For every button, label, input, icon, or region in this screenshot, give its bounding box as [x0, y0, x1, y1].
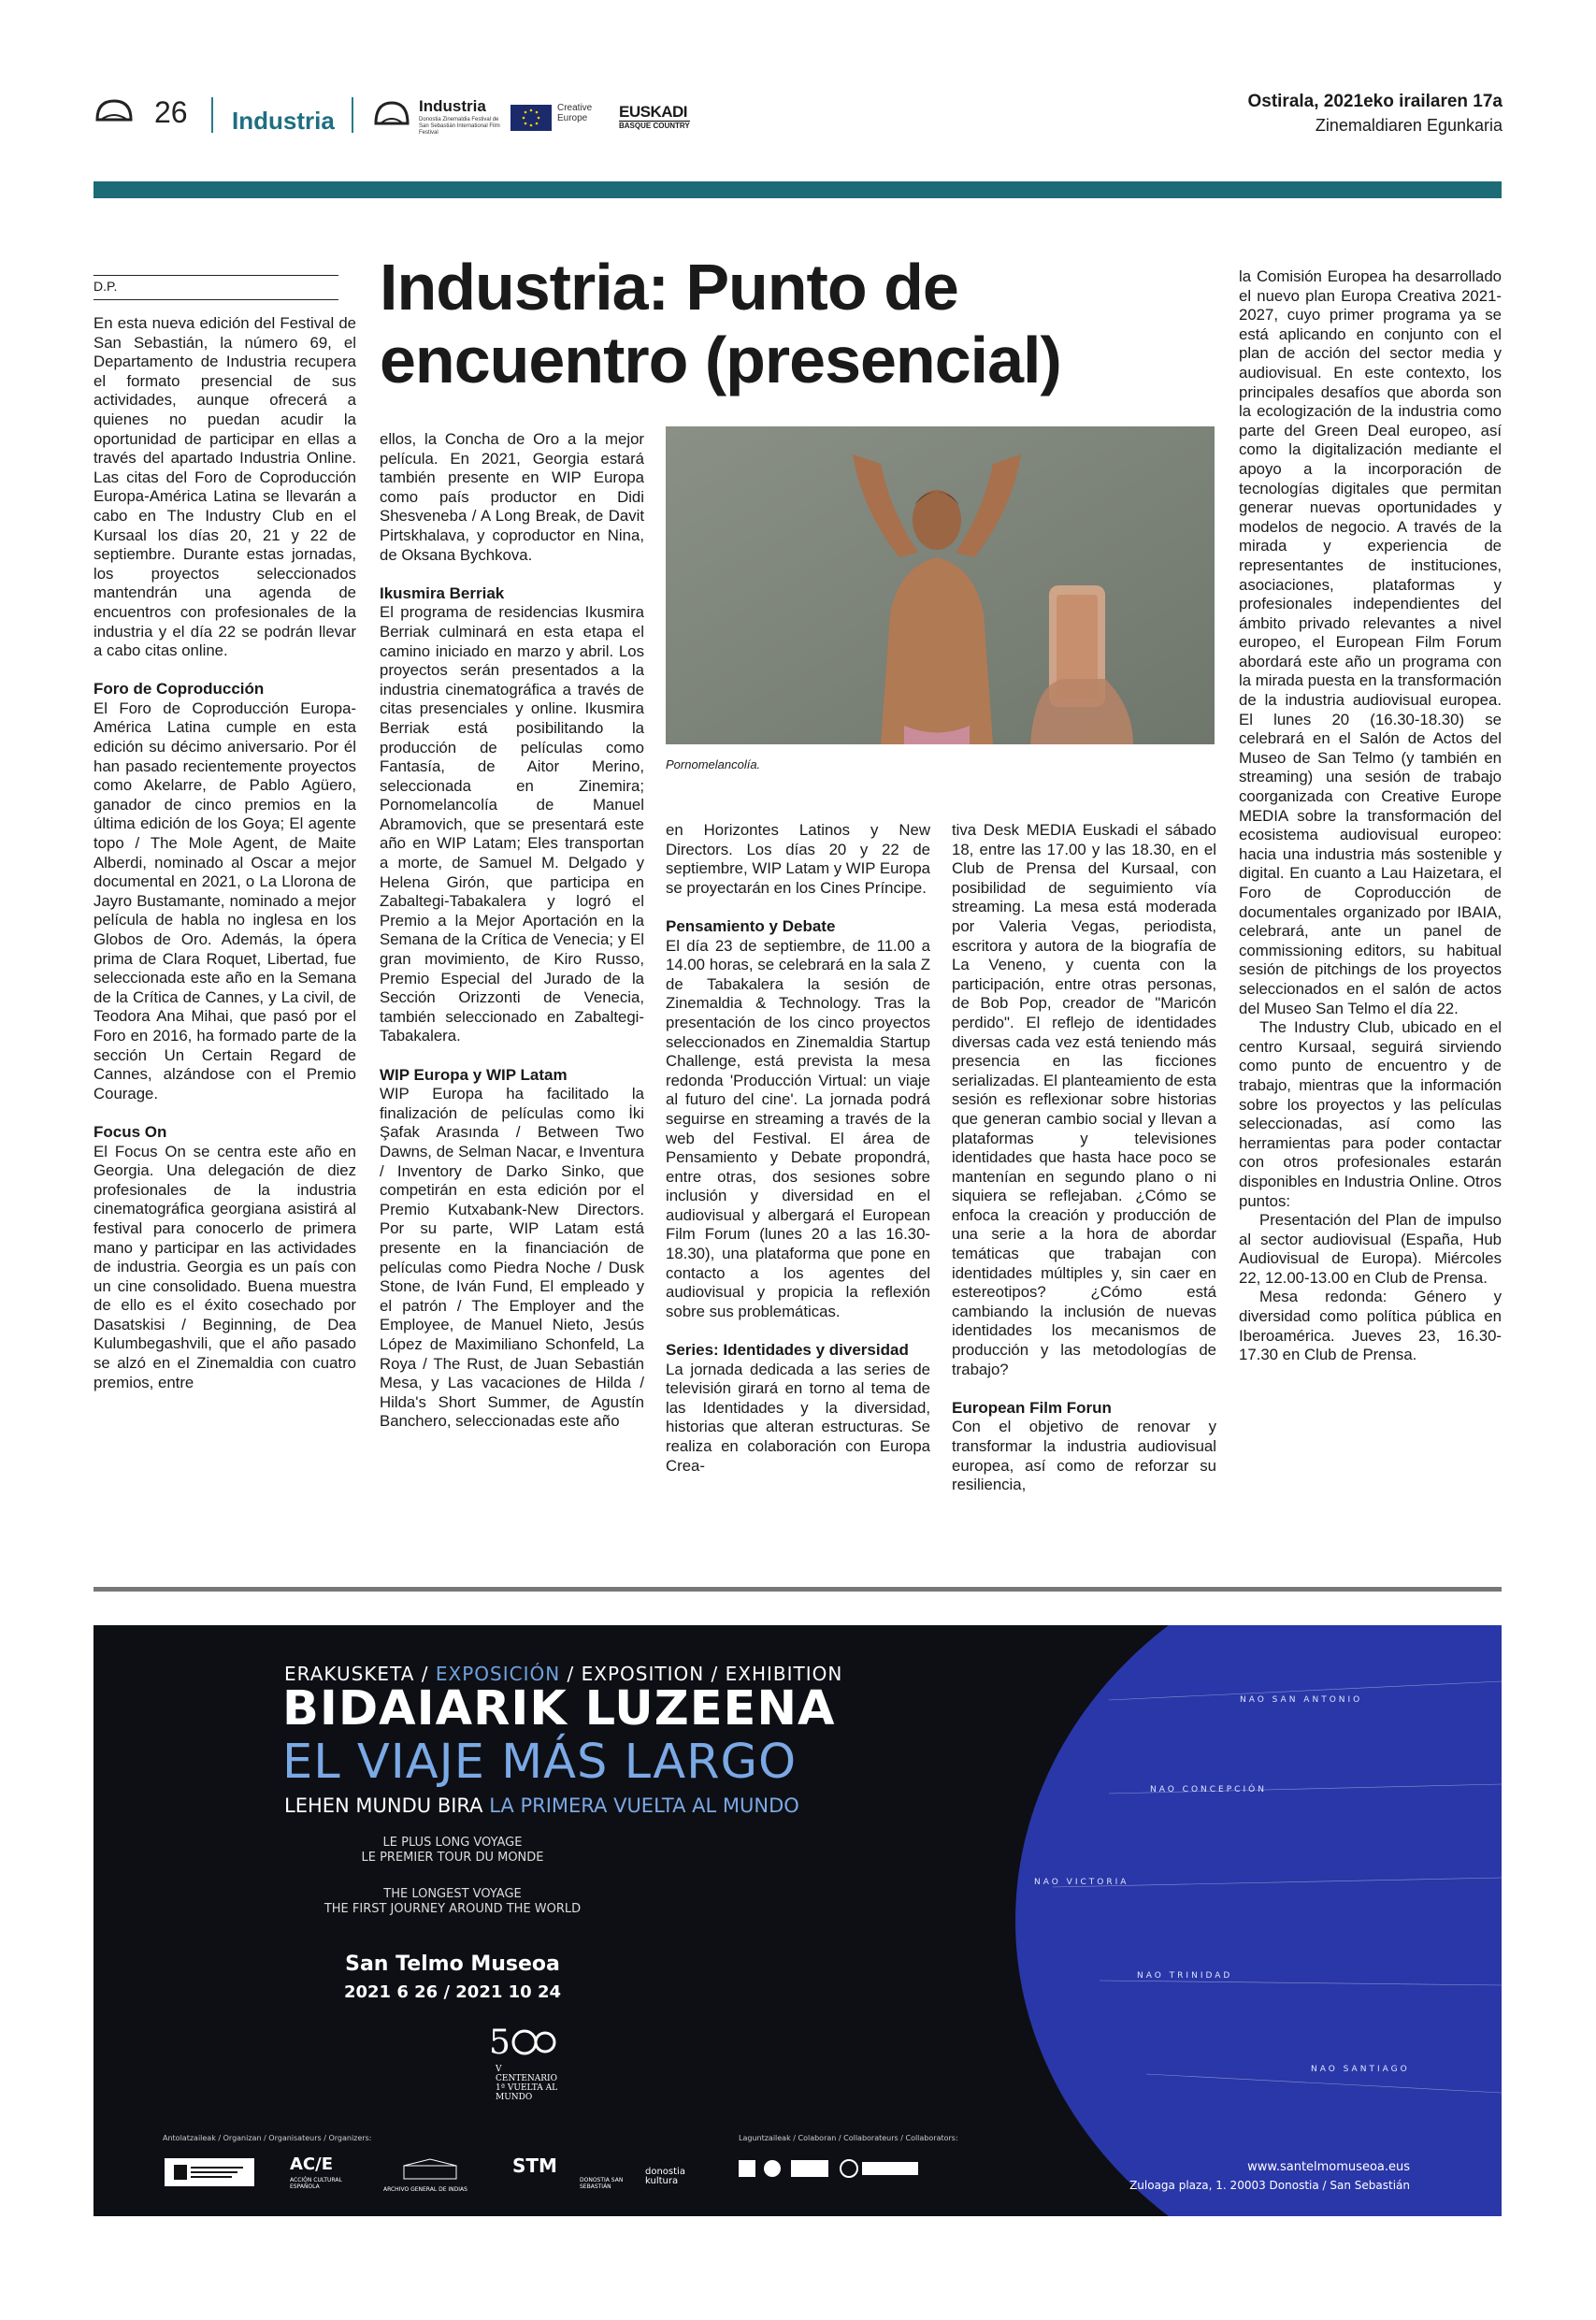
article-column-3 — [666, 821, 930, 1476]
v-centenario-logo-icon — [489, 2022, 556, 2059]
article-column-2 — [380, 430, 644, 1432]
eu-flag-icon — [510, 105, 552, 131]
paragraph: tiva Desk MEDIA Euskadi el sábado 18, entre las 17.00 y las 18.30, en el Club de Prensa del Kursaal, con posibilidad de seguimiento vía streaming. La mesa está moderada por Valeria Vegas, periodista, escritora y autora de la biografía de La Veneno, y cuenta con la participación, entre otras personas, de Bob Pop, creador de "Maricón perdido". El reflejo de identidades diversas cada vez está teniendo más presencia en las ficciones serializadas. El planteamiento de esta sesión es reflexionar sobre historias que generan cambio social y llevan a plataformas y televisiones identidades que hasta hace poco se mantenían en segundo plano o ni siquiera se reflejaban. ¿Cómo se enfoca la creación y producción de una serie a la hora de abordar temáticas que trabajan con identidades múltiples y, sin caer en estereotipos? ¿Cómo está cambiando la inclusión de nuevas identidades los mecanismos de producción y las metodologías de trabajo? — [952, 821, 1216, 1378]
collaborator-logos — [739, 2154, 963, 2183]
ad-line: LE PLUS LONG VOYAGE — [382, 1836, 523, 1850]
ad-subtitle — [284, 1794, 799, 1817]
headline: Industria: Punto de encuentro (presencial) — [380, 251, 1061, 396]
archivo-building-icon — [402, 2158, 458, 2181]
ad-line: THE LONGEST VOYAGE — [383, 1887, 522, 1901]
industria-logo-subtitle: Donostia Zinemaldia Festival de San Sebastián International Film Festival — [419, 117, 500, 136]
paragraph: El Focus On se centra este año en Georgia. Una delegación de diez profesionales de la industria cinematográfica georgiana asistirá al festival para conocerlo de primera mano y participar en las actividades de industria. Georgia es un país con un cine consolidado. Buena muestra de ello es el éxito cosechado por Dasatskisi / Beginning, de Dea Kulumbegashvili, que el año pasado se alzó en el Zinemaldia con cuatro premios, entre — [93, 1142, 356, 1391]
subheading: Pensamiento y Debate — [666, 916, 836, 935]
museum-address: Zuloaga plaza, 1. 20003 Donostia / San Sebastián — [1129, 2179, 1410, 2192]
ace-logo-subtitle: ACCIÓN CULTURAL ESPAÑOLA — [290, 2177, 342, 2190]
ace-logo: AC/E — [290, 2154, 334, 2174]
subheading: Series: Identidades y diversidad — [666, 1341, 909, 1360]
subheading: European Film Forun — [952, 1398, 1112, 1417]
photo-caption: Pornomelancolía. — [666, 757, 761, 771]
ad-subtitle-es: LA PRIMERA VUELTA AL MUNDO — [489, 1794, 799, 1817]
ad-category-others: / EXPOSITION / EXHIBITION — [567, 1663, 843, 1685]
ad-dates: 2021 6 26 / 2021 10 24 — [343, 1982, 562, 2002]
paragraph: Con el objetivo de renovar y transformar la industria audiovisual europea, así como de reforzar su resiliencia, — [952, 1418, 1216, 1494]
credit-rule — [93, 275, 338, 276]
paragraph: la Comisión Europea ha desarrollado el nuevo plan Europa Creativa 2021-2027, cuyo primer programa ya se está aplicando en conjunto con el plan de acción del sector media y audiovisual. En este contexto, los principales desafíos que aborda son la ecologización de la industria como parte del Green Deal europeo, así como la digitalización mediante el apoyo a la incorporación de tecnologías digitales que permitan generar nuevas oportunidades y modelos de negocio. A través de la mirada y experiencia de representantes de instituciones, asociaciones, plataformas y profesionales independientes del ámbito privado relevantes a nivel europeo, el European Film Forum abordará este año un programa con la mirada puesta en la transformación de la industria audiovisual europea. El lunes 20 (16.30-18.30) se celebrará en el Salón de Actos del Museo de San Telmo (y también en streaming) una sesión de trabajo coorganizada con Creative Europe MEDIA sobre la transformación del ecosistema audiovisual europeo: hacia una industria más sostenible y digital. En cuanto a Lau Haizetara, el Foro de Coproducción de documentales organizado por IBAIA, celebrará, ante un panel de commissioning editors, su habitual sesión de pitchings de los proyectos seleccionados en el salón de actos del Museo San Telmo el día 22. — [1239, 267, 1502, 1017]
issue-date: Ostirala, 2021eko irailaren 17a — [1247, 92, 1503, 111]
nao-label: NAO VICTORIA — [1034, 1878, 1129, 1887]
euskadi-logo: EUSKADI — [619, 103, 688, 121]
paragraph: La jornada dedicada a las series de televisión girará en torno al tema de las Identidades y la diversidad, historias que alteran estructuras. Se realiza en colaboración con Europa Crea- — [666, 1360, 930, 1475]
ad-museum: San Telmo Museoa — [345, 1953, 560, 1976]
ad-title-french — [277, 1836, 628, 1866]
spain-government-icon — [172, 2163, 247, 2182]
svg-text:5: 5 — [489, 2024, 510, 2059]
paragraph: En esta nueva edición del Festival de San Sebastián, la número 69, el Departamento de Industria recupera el formato presencial de sus actividades, aunque ofrecerá a quienes no puedan acudir la oportunidad de participar en ellas a través del apartado Industria Online. Las citas del Foro de Coproducción Europa-América Latina se llevarán a cabo en The Industry Club en el Kursaal los días 20, 21 y 22 de septiembre. Durante estas jornadas, los proyectos seleccionados mantendrán una agenda de encuentros con profesionales de la industria y el día 22 se podrán llevar a cabo citas online. — [93, 314, 356, 660]
paragraph: El programa de residencias Ikusmira Berriak culminará en esta etapa el camino iniciado en marzo y abril. Los proyectos serán presentados a la industria cinematográfica a través de citas presenciales y online. Ikusmira Berriak está posibilitando la producción de películas como Fantasía, de Aitor Merino, seleccionada en Zinemira; Pornomelancolía de Manuel Abramovich, que se presentará este año en WIP Latam; Eles transportan a morte, de Samuel M. Delgado y Helena Girón, que participa en Zabaltegi-Tabakalera y logró el Premio a la Mejor Aportación en la Semana de la Crítica de Venecia; y El gran movimiento, de Kiro Russo, Premio Especial del Jurado de la Sección Orizzonti de Venecia, también seleccionado en Zabaltegi-Tabakalera. — [380, 603, 644, 1045]
zinemaldia-shell-icon — [93, 97, 135, 123]
credit-rule — [93, 299, 338, 300]
ad-subtitle-eu: LEHEN MUNDU BIRA — [284, 1794, 483, 1817]
paragraph: WIP Europa ha facilitado la finalización de películas como İki Şafak Arasında / Between Two Dawns, de Selman Nacar, e Inventura / Inventory de Darko Sinko, que competirán en esta edición por el Premio Kutxabank-New Directors. Por su parte, WIP Latam está presente en la financiación de películas como Piedra Noche / Dusk Stone, de Iván Fund, El empleado y el patrón / The Employer and the Employee, de Manuel Nieto, Jesús López de Maximiliano Schonfeld, La Roya / The Rust, de Juan Sebastián Mesa, y Las vacaciones de Hilda / Hilda's Short Summer, de Agustín Banchero, seleccionadas este año — [380, 1085, 644, 1431]
paragraph: El día 23 de septiembre, de 11.00 a 14.00 horas, se celebrará en la sala Z de Tabakalera la sesión de Zinemaldia & Technology. Tras la presentación de los cinco proyectos seleccionados en Zinemaldia Startup Challenge, está prevista la mesa redonda 'Producción Virtual: un viaje al futuro del cine'. La jornada podrá seguirse en streaming a través de la web del Festival. El área de Pensamiento y Debate propondrá, entre otras, dos sesiones sobre inclusión y diversidad en el audiovisual y albergará el European Film Forum (lunes 20 a las 16.30-18.30), una plataforma que pone en contacto a los agentes del audiovisual y propicia la reflexión sobre sus problemáticas. — [666, 936, 930, 1320]
globe-graphic — [1015, 1625, 1502, 2216]
organizers-label: Antolatzaileak / Organizan / Organisateurs / Organizers: — [163, 2134, 372, 2142]
subheading: Focus On — [93, 1122, 167, 1141]
nao-label: NAO SANTIAGO — [1311, 2065, 1410, 2074]
author-credit: D.P. — [93, 279, 118, 294]
paragraph: ellos, la Concha de Oro a la mejor película. En 2021, Georgia estará también presente en WIP Europa como país productor en Didi Shesveneba / A Long Break, de Davit Pirtskhalava, y coproductor en Nina, de Oksana Bychkova. — [380, 430, 644, 564]
nao-label: NAO SAN ANTONIO — [1240, 1695, 1363, 1705]
subheading: Foro de Coproducción — [93, 680, 265, 699]
ad-category-eu: ERAKUSKETA / — [284, 1663, 429, 1685]
archivo-logo: ARCHIVO GENERAL DE INDIAS — [383, 2186, 467, 2193]
article-column-1 — [93, 314, 356, 1392]
ad-title-basque: BIDAIARIK LUZEENA — [282, 1681, 836, 1736]
article-column-5 — [1239, 267, 1502, 1365]
paragraph: Mesa redonda: Género y diversidad como política pública en Iberoamérica. Jueves 23, 16.30-17.30 en Club de Prensa. — [1239, 1288, 1502, 1364]
euskadi-logo-subtitle: BASQUE COUNTRY — [619, 122, 690, 130]
header-divider — [211, 97, 213, 133]
exhibition-advertisement[interactable] — [93, 1625, 1502, 2216]
page-divider — [93, 1587, 1502, 1592]
industria-shell-icon — [372, 97, 411, 129]
nao-label: NAO TRINIDAD — [1137, 1971, 1233, 1981]
collaborators-label: Laguntzaileak / Colaboran / Collaborateurs / Collaborators: — [739, 2134, 958, 2142]
article-column-4 — [952, 821, 1216, 1495]
nao-label: NAO CONCEPCIÓN — [1150, 1785, 1267, 1794]
paragraph: en Horizontes Latinos y New Directors. Los días 20 y 22 de septiembre, WIP Latam y WIP Europa se proyectarán en los Cines Príncipe. — [666, 821, 930, 897]
subheading: Ikusmira Berriak — [380, 584, 505, 602]
v-centenario-text: V CENTENARIO 1ª VUELTA AL MUNDO — [496, 2065, 558, 2102]
ad-category-es: EXPOSICIÓN — [435, 1663, 561, 1685]
ad-title-spanish: EL VIAJE MÁS LARGO — [282, 1735, 798, 1790]
donostia-kultura-logo: donostia kultura — [645, 2167, 685, 2186]
ad-title-english — [277, 1887, 628, 1917]
article-photo — [666, 426, 1215, 744]
stm-logo: STM — [512, 2154, 557, 2177]
section-title: Industria — [232, 107, 335, 135]
gobierno-logo — [165, 2158, 254, 2186]
ad-line: LE PREMIER TOUR DU MONDE — [361, 1851, 544, 1865]
museum-website-link[interactable]: www.santelmomuseoa.eus — [1247, 2160, 1410, 2174]
creative-europe-logo: Creative Europe — [557, 103, 593, 123]
page-number: 26 — [154, 95, 188, 129]
header-divider — [352, 97, 353, 133]
ad-line: THE FIRST JOURNEY AROUND THE WORLD — [324, 1902, 582, 1916]
paragraph: El Foro de Coproducción Europa-América Latina cumple en esta edición su décimo aniversario. Por él han pasado recientemente proyectos como Akelarre, de Pablo Agüero, ganador de cinco premios en la última edición de los Goya; El agente topo / The Mole Agent, de Maite Alberdi, nominado al Oscar a mejor documental en 2021, o La Llorona de Jayro Bustamante, nominado a mejor película de habla no inglesa en los Globos de Oro. Además, la ópera prima de Clara Roquet, Libertad, fue seleccionada este año en la Semana de la Crítica de Cannes, y La civil, de Teodora Ana Mihai, que pasó por el Foro en 2016, ha formado parte de la sección Un Certain Regard de Cannes, alzándose con el Premio Courage. — [93, 699, 356, 1102]
paragraph: Presentación del Plan de impulso al sector audiovisual (España, Hub Audiovisual de Europa). Miércoles 22, 12.00-13.00 en Club de Prensa. — [1239, 1211, 1502, 1287]
header-bar — [93, 181, 1502, 198]
industria-logo-title: Industria — [419, 97, 486, 115]
subheading: WIP Europa y WIP Latam — [380, 1065, 568, 1084]
paragraph: The Industry Club, ubicado en el centro Kursaal, seguirá sirviendo como punto de encuentro y de trabajo, mientras que la información sobre los proyectos y las películas seleccionadas, así como las herramientas para poder contactar con otros profesionales estarán disponibles en Industria Online. Otros puntos: — [1239, 1018, 1502, 1210]
publication-name: Zinemaldiaren Egunkaria — [1315, 116, 1503, 135]
donostia-logo: DONOSTIA SAN SEBASTIÁN — [580, 2177, 624, 2190]
